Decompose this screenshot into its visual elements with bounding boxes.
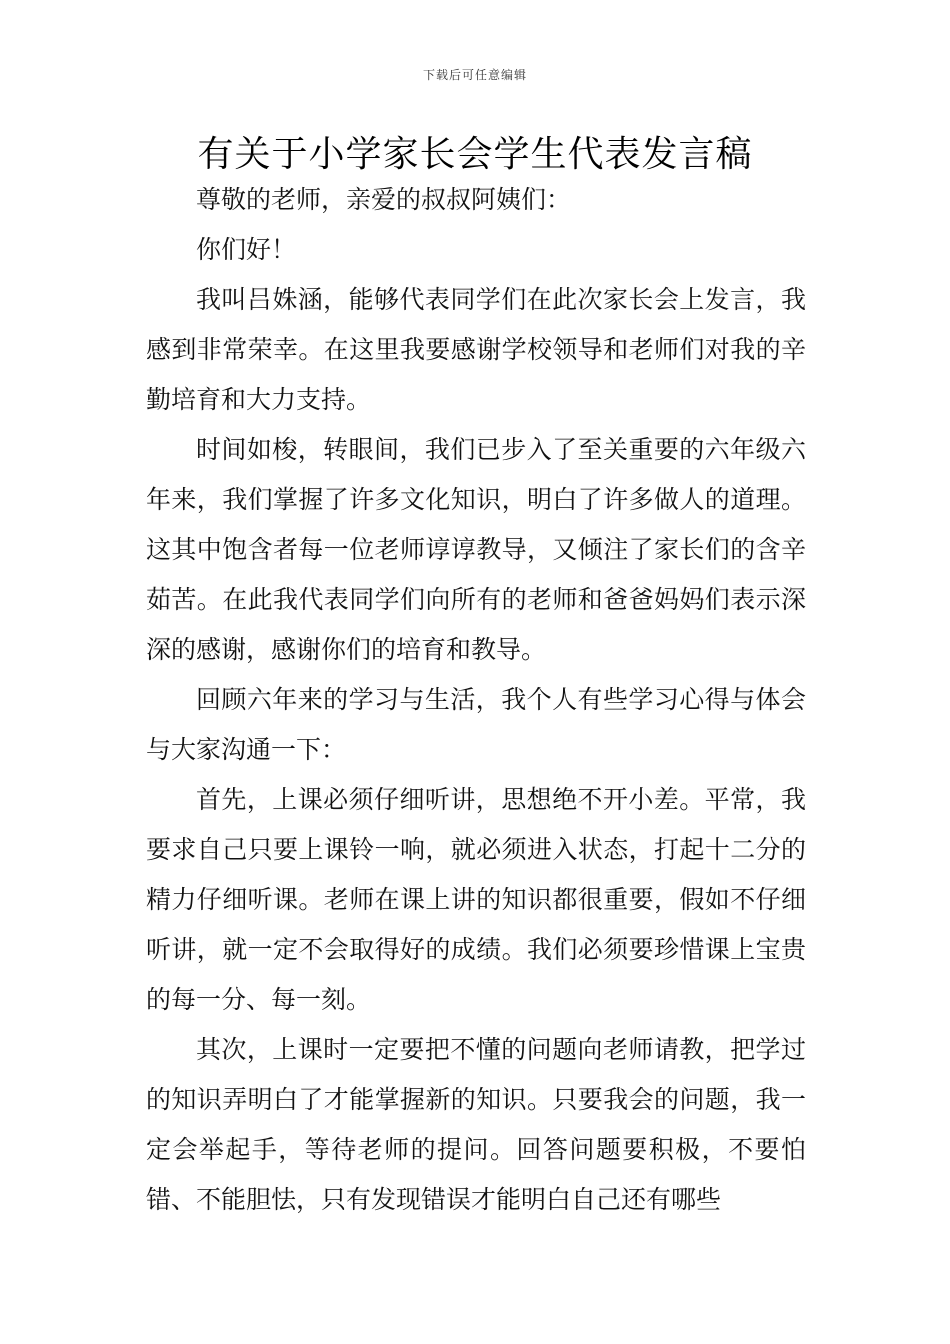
paragraph-second-point: 其次，上课时一定要把不懂的问题向老师请教，把学过的知识弄明白了才能掌握新的知识。只要我会的问题，我一定会举起手，等待老师的提问。回答问题要积极，不要怕错、不能胆怯，只有发现错误才能明白自己还有哪些	[146, 1035, 806, 1214]
header-note: 下载后可任意编辑	[422, 68, 527, 82]
paragraph-first-point: 首先，上课必须仔细听讲，思想绝不开小差。平常，我要求自己只要上课铃一响，就必须进入状态，打起十二分的精力仔细听课。老师在课上讲的知识都很重要，假如不仔细听讲，就一定不会取得好的成绩。我们必须要珍惜课上宝贵的每一分、每一刻。	[146, 785, 806, 1014]
paragraph-salutation: 尊敬的老师，亲爱的叔叔阿姨们：	[196, 185, 572, 214]
paragraph-introduction: 我叫吕姝涵，能够代表同学们在此次家长会上发言，我感到非常荣幸。在这里我要感谢学校领导和老师们对我的辛勤培育和大力支持。	[146, 285, 806, 414]
paragraph-gratitude: 时间如梭，转眼间，我们已步入了至关重要的六年级六年来，我们掌握了许多文化知识，明白了许多做人的道理。这其中饱含者每一位老师谆谆教导，又倾注了家长们的含辛茹苦。在此我代表同学们向所有的老师和爸爸妈妈们表示深深的感谢，感谢你们的培育和教导。	[146, 435, 806, 664]
paragraph-greeting: 你们好！	[196, 235, 297, 264]
document-body	[146, 175, 806, 1225]
document-title: 有关于小学家长会学生代表发言稿	[197, 134, 753, 175]
paragraph-reflection: 回顾六年来的学习与生活，我个人有些学习心得与体会与大家沟通一下：	[146, 685, 806, 764]
